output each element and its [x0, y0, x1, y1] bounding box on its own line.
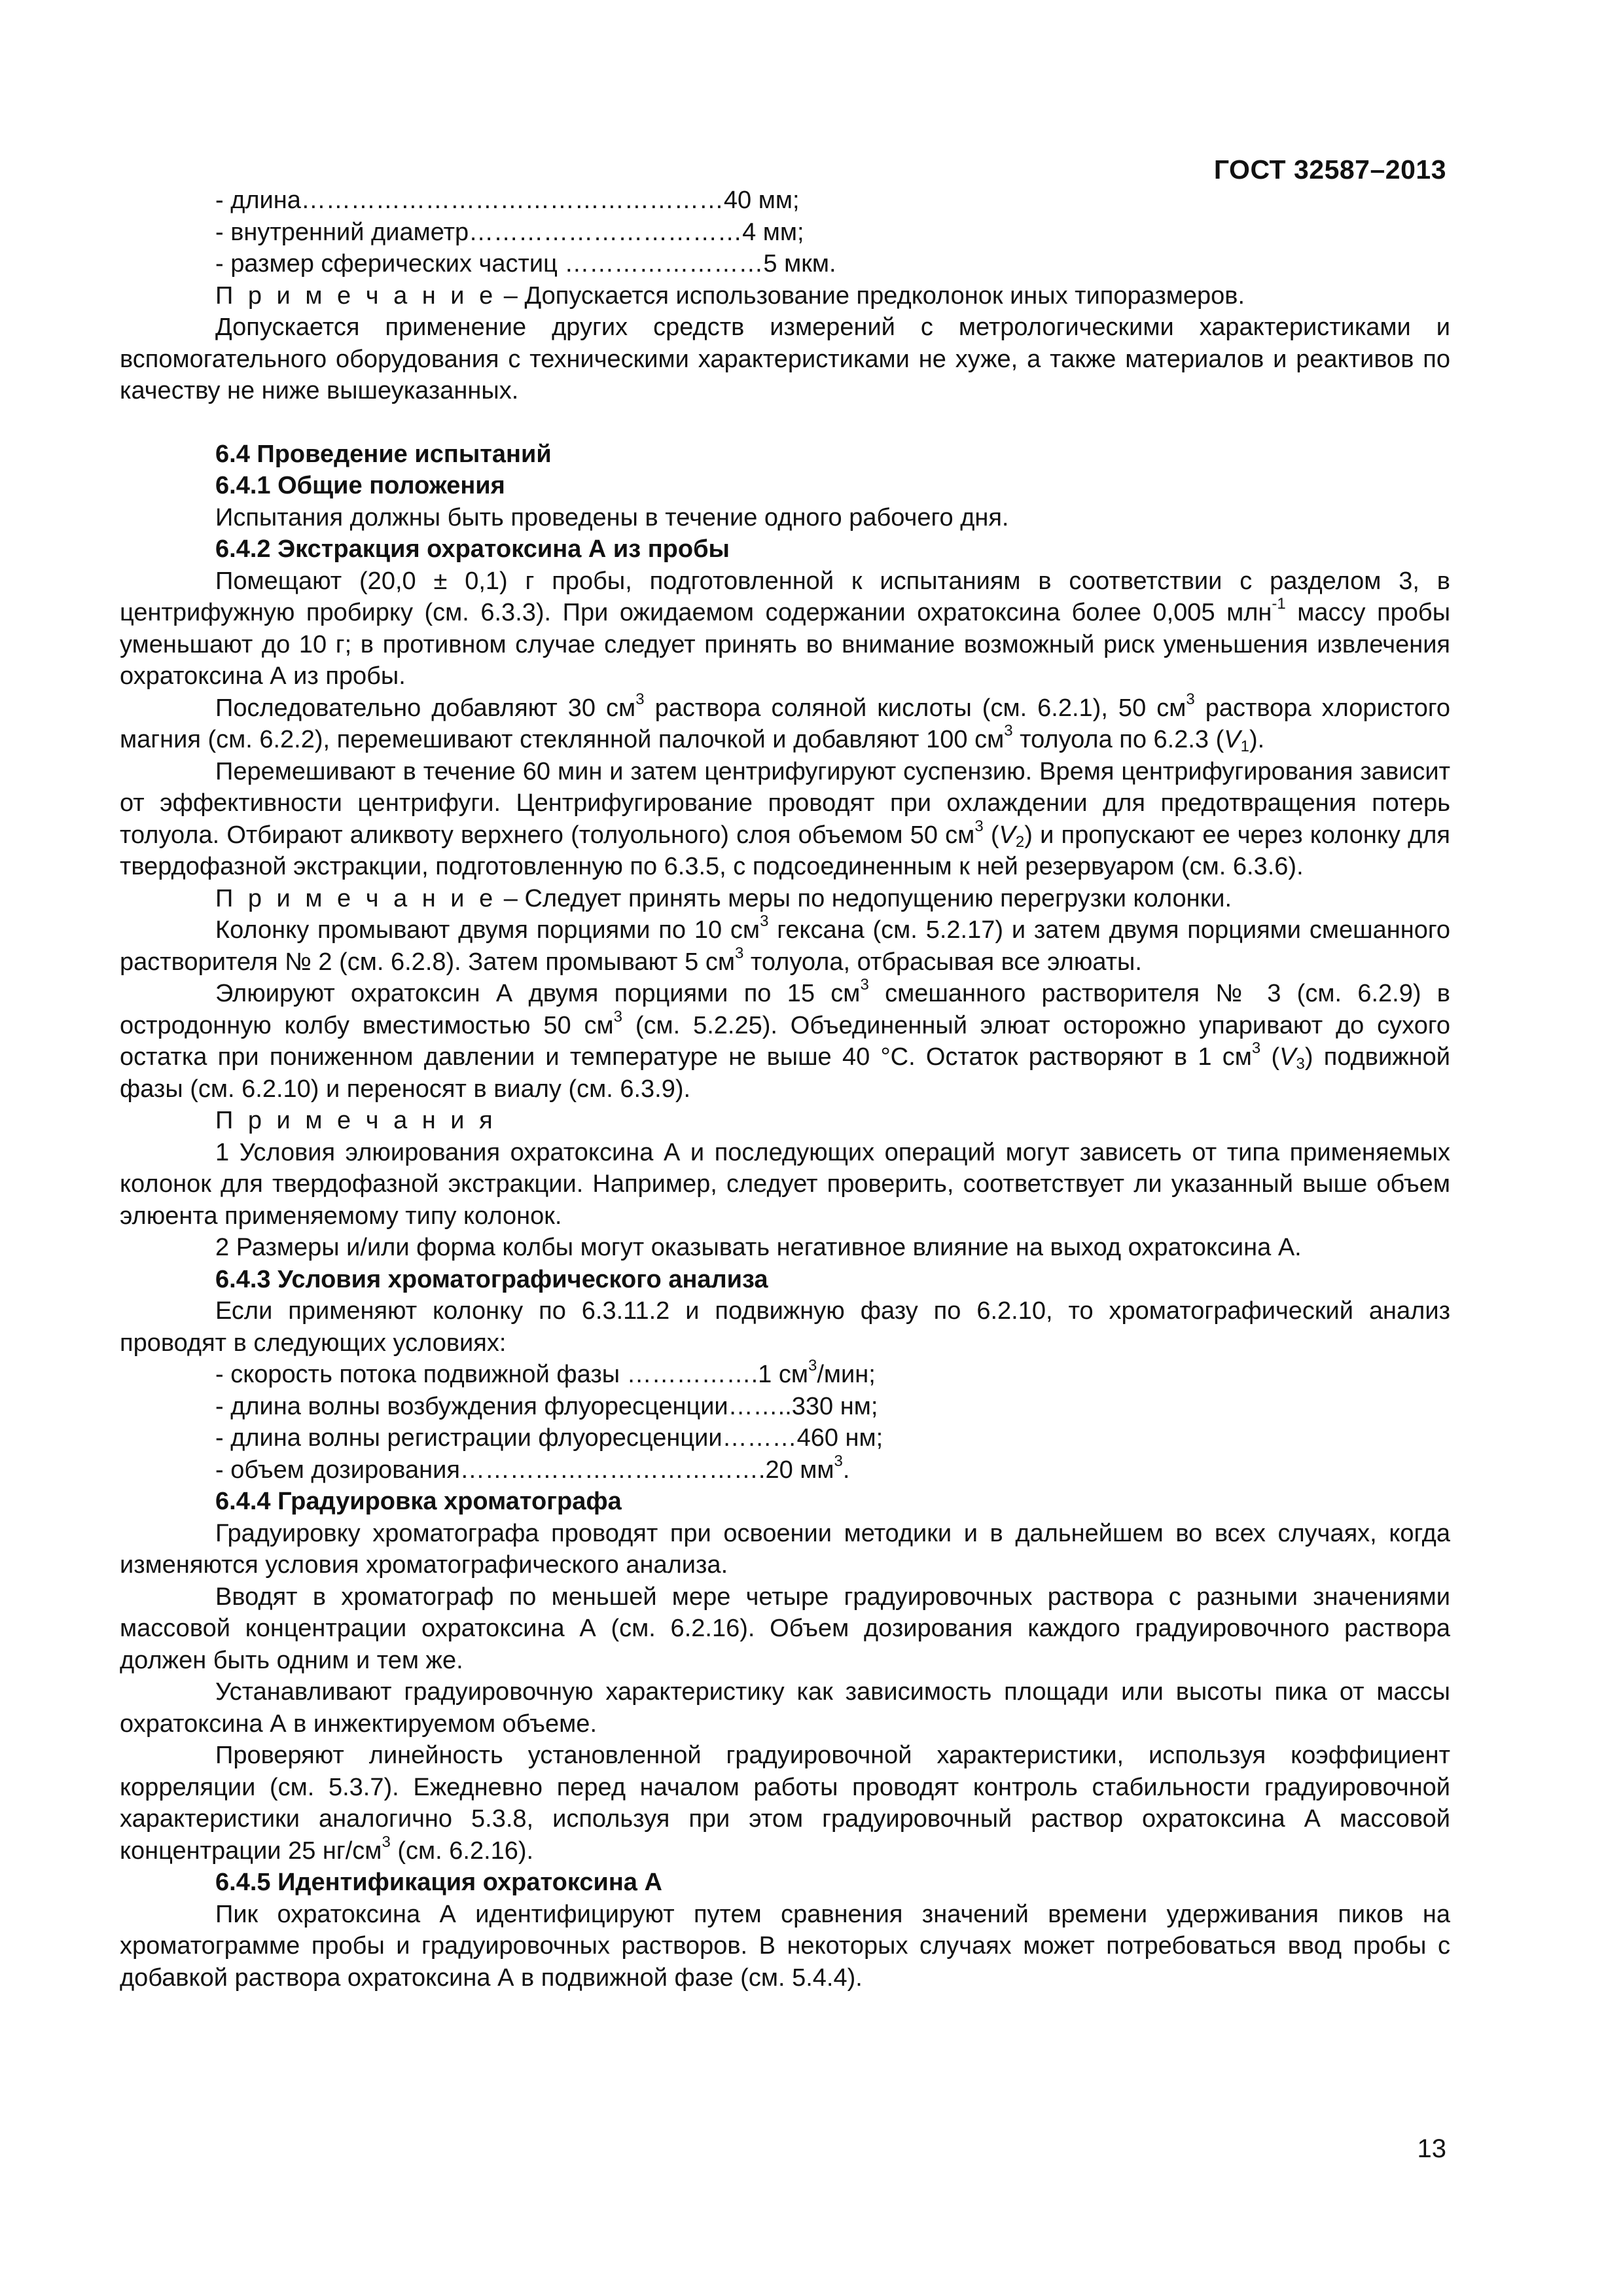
text-run: (см. 6.2.16).	[390, 1837, 534, 1865]
superscript: 3	[974, 817, 984, 835]
text-run: толуола, отбрасывая все элюаты.	[743, 948, 1142, 976]
text-run: ) подвижной фазы (см. 6.2.10) и переносят в виалу (см. 6.3.9).	[120, 1043, 1450, 1103]
text-run: ).	[1249, 726, 1265, 753]
superscript: 3	[834, 1452, 843, 1470]
subscript: 3	[1296, 1055, 1305, 1073]
paragraph-elution	[120, 978, 1450, 1105]
text-run: гексана (см. 5.2.17) и затем двумя порциями смешанного растворителя № 2 (см. 6.2.8). Затем промывают 5 см	[120, 916, 1450, 976]
paragraph-calibration-1: Градуировку хроматографа проводят при освоении методики и в дальнейшем во всех случаях, когда изменяются условия хроматографического анализа.	[120, 1519, 1450, 1579]
text-run: /мин;	[817, 1361, 876, 1388]
text-run: (	[983, 821, 999, 849]
heading-6-4-5: 6.4.5 Идентификация охратоксина А	[215, 1869, 662, 1896]
section-gap	[120, 407, 1450, 439]
text-run: (	[1260, 1043, 1280, 1071]
subscript: 2	[1015, 833, 1025, 851]
text-run: раствора хлористого магния (см. 6.2.2), перемешивают стеклянной палочкой и добавляют 100 см	[120, 694, 1450, 753]
notes-heading	[120, 1105, 1450, 1137]
text-run: Помещают (20,0 ± 0,1) г пробы, подготовленной к испытаниям в соответствии с разделом 3, в центрифужную пробирку (см. 6.3.3). При ожидаемом содержании охратоксина более 0,005 млн	[120, 567, 1450, 626]
superscript: 3	[1251, 1039, 1261, 1057]
text-run: Колонку промывают двумя порциями по 10 см	[215, 916, 760, 944]
standard-header: ГОСТ 32587–2013	[1213, 154, 1446, 185]
superscript: 3	[635, 690, 645, 708]
note-precolumns	[120, 280, 1450, 312]
text-run: .	[842, 1456, 850, 1484]
paragraph-calibration-4	[120, 1740, 1450, 1867]
text-run: массу пробы уменьшают до 10 г; в противном случае следует принять во внимание возможный риск уменьшения извлечения охратоксина А из пробы.	[120, 599, 1451, 690]
spec-particle-size: - размер сферических частиц ……………………5 мкм.	[215, 250, 836, 278]
spec-length: - длина……………………………………………40 мм;	[215, 187, 800, 214]
page-body	[120, 185, 1450, 1994]
note-item-1: 1 Условия элюирования охратоксина А и последующих операций могут зависеть от типа применяемых колонок для твердофазной экстракции. Например, следует проверить, соответствует ли указанный выше объем элюента применяемому типу колонок.	[120, 1138, 1450, 1230]
text-run: (см. 5.2.25). Объединенный элюат осторожно упаривают до сухого остатка при пониженном давлении и температуре не выше 40 °С. Остаток растворяют в 1 см	[120, 1011, 1451, 1071]
condition-injection-volume	[120, 1454, 1450, 1486]
text-run: - объем дозирования……………………………….20 мм	[215, 1456, 834, 1484]
note-text: – Следует принять меры по недопущению перегрузки колонки.	[497, 884, 1232, 912]
condition-emission: - длина волны регистрации флуоресценции………460 нм;	[215, 1424, 883, 1452]
text-run: раствора соляной кислоты (см. 6.2.1), 50 см	[644, 694, 1186, 722]
note-text: – Допускается использование предколонок иных типоразмеров.	[497, 281, 1245, 310]
superscript: -1	[1272, 595, 1286, 613]
variable-v: V	[1224, 726, 1241, 753]
paragraph-column-wash	[120, 914, 1450, 978]
superscript: 3	[808, 1357, 817, 1374]
superscript: 3	[760, 912, 769, 930]
spec-inner-diameter: - внутренний диаметр……………………………4 мм;	[215, 218, 804, 246]
text-run: Проверяют линейность установленной градуировочной характеристики, используя коэффициент корреляции (см. 5.3.7). Ежедневно перед началом работы проводят контроль стабильности градуировочной характеристики аналогично 5.3.8, используя при этом градуировочный раствор охратоксина А массовой концентрации 25 нг/см	[120, 1742, 1450, 1865]
note-overload	[120, 883, 1450, 915]
paragraph-sample-weighing	[120, 565, 1450, 692]
variable-v: V	[999, 821, 1016, 849]
variable-v: V	[1279, 1043, 1296, 1071]
subscript: 1	[1240, 738, 1249, 755]
allowance-paragraph: Допускается применение других средств измерений с метрологическими характеристиками и вспомогательного оборудования с техническими характеристиками не хуже, а также материалов и реактивов по качеству не ниже вышеуказанных.	[120, 314, 1450, 404]
text-run: - скорость потока подвижной фазы …………….1 см	[215, 1361, 808, 1388]
superscript: 3	[1186, 690, 1195, 708]
heading-6-4-3: 6.4.3 Условия хроматографического анализа	[215, 1265, 768, 1293]
note-label: П р и м е ч а н и е	[215, 281, 497, 310]
text-run: толуола по 6.2.3 (	[1012, 726, 1224, 753]
text-run: смешанного растворителя № 3 (см. 6.2.9) в остродонную колбу вместимостью 50 см	[120, 980, 1450, 1039]
text-run: Перемешивают в течение 60 мин и затем центрифугируют суспензию. Время центрифугирования зависит от эффективности центрифуги. Центрифугирование проводят при охлаждении для предотвращения потерь толуола. Отбирают аликвоту верхнего (толуольного) слоя объемом 50 см	[120, 757, 1450, 849]
superscript: 3	[1004, 722, 1013, 740]
paragraph-centrifugation	[120, 756, 1450, 883]
superscript: 3	[613, 1007, 623, 1026]
heading-6-4-1: 6.4.1 Общие положения	[215, 472, 505, 499]
paragraph-calibration-3: Устанавливают градуировочную характеристику как зависимость площади или высоты пика от массы охратоксина А в инжектируемом объеме.	[120, 1678, 1450, 1738]
heading-6-4-4: 6.4.4 Градуировка хроматографа	[215, 1488, 622, 1515]
superscript: 3	[734, 944, 744, 962]
text-run: ) и пропускают ее через колонку для твердофазной экстракции, подготовленную по 6.3.5, с подсоединенным к ней резервуаром (см. 6.3.6).	[120, 821, 1450, 880]
paragraph-6-4-3: Если применяют колонку по 6.3.11.2 и подвижную фазу по 6.2.10, то хроматографический анализ проводят в следующих условиях:	[120, 1297, 1450, 1357]
heading-6-4-2: 6.4.2 Экстракция охратоксина А из пробы	[215, 535, 730, 563]
paragraph-6-4-1: Испытания должны быть проведены в течение одного рабочего дня.	[215, 503, 1009, 531]
condition-flow-rate	[120, 1359, 1450, 1391]
note-item-2: 2 Размеры и/или форма колбы могут оказывать негативное влияние на выход охратоксина А.	[215, 1234, 1302, 1261]
notes-label: П р и м е ч а н и я	[215, 1107, 497, 1134]
heading-6-4: 6.4 Проведение испытаний	[215, 440, 552, 468]
superscript: 3	[860, 976, 869, 994]
paragraph-reagent-addition	[120, 692, 1450, 756]
text-run: Последовательно добавляют 30 см	[215, 694, 636, 722]
text-run: Элюируют охратоксин А двумя порциями по 15 см	[215, 980, 861, 1007]
superscript: 3	[382, 1833, 391, 1851]
paragraph-identification: Пик охратоксина А идентифицируют путем сравнения значений времени удерживания пиков на хроматограмме пробы и градуировочных растворов. В некоторых случаях может потребоваться ввод пробы с добавкой раствора охратоксина А в подвижной фазе (см. 5.4.4).	[120, 1900, 1450, 1992]
page-number: 13	[1417, 2134, 1446, 2163]
note-label: П р и м е ч а н и е	[215, 884, 497, 912]
condition-excitation: - длина волны возбуждения флуоресценции……..330 нм;	[215, 1392, 878, 1420]
paragraph-calibration-2: Вводят в хроматограф по меньшей мере четыре градуировочных раствора с разными значениями массовой концентрации охратоксина А (см. 6.2.16). Объем дозирования каждого градуировочного раствора должен быть одним и тем же.	[120, 1583, 1450, 1674]
